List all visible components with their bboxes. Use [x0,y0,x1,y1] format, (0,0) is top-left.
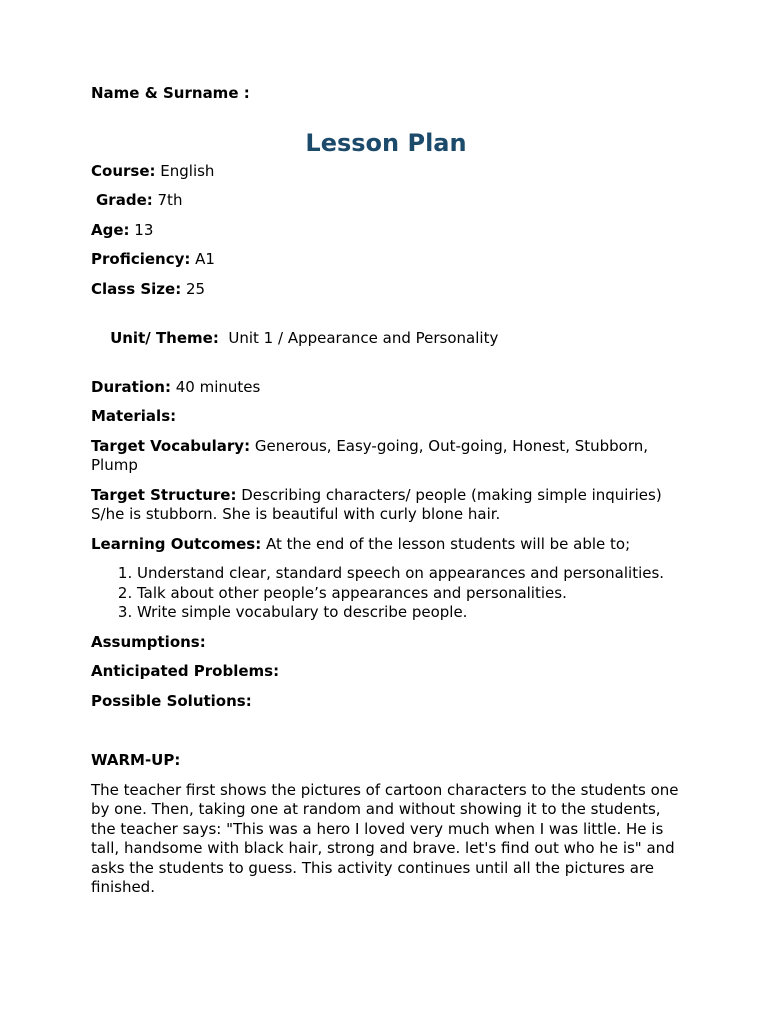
list-item: 2. Talk about other people’s appearances and personalities. [137,584,681,604]
field-age [91,221,681,241]
field-value: 13 [129,220,154,239]
assumptions-label: Assumptions: [91,632,206,651]
name-surname-label: Name & Surname : [91,84,250,102]
list-item: 1. Understand clear, standard speech on appearances and personalities. [137,564,681,584]
field-label: Unit/ Theme: [110,328,219,347]
field-label: Target Vocabulary: [91,436,251,455]
field-label: Target Structure: [91,485,237,504]
field-course [91,162,681,182]
warmup-label: WARM-UP: [91,751,181,769]
field-value: Unit 1 / Appearance and Personality [218,328,499,347]
field-proficiency [91,250,681,270]
field-value: 40 minutes [170,377,261,396]
field-value: English [155,161,215,180]
field-label: Class Size: [91,279,182,298]
field-label: Proficiency: [91,250,191,268]
field-value: Generous, Easy-going, Out-going, Honest, Stubborn, Plump [91,436,649,474]
field-unit-theme [91,309,681,368]
possible-solutions-label: Possible Solutions: [91,691,252,710]
field-label: Grade: [96,191,153,209]
field-target-vocabulary [91,437,681,476]
field-value: 7th [152,191,183,209]
field-value: Describing characters/ people (making simple inquiries) S/he is stubborn. She is beautiful with curly blone hair. [91,485,662,523]
field-grade [91,191,681,211]
field-value: A1 [190,250,215,268]
field-value: At the end of the lesson students will be able to; [261,534,631,553]
field-materials [91,407,681,427]
document-title: Lesson Plan [305,128,467,157]
field-duration [91,378,681,398]
warmup-text: The teacher first shows the pictures of cartoon characters to the students one by one. Then, taking one at random and without showing it to the students, the teacher says: "This was a hero I loved very much when I was little. He is tall, handsome with black hair, strong and brave. let's find out who he is" and asks the students to guess. This activity continues until all the pictures are finished. [91,780,679,896]
field-class-size [91,280,681,300]
field-learning-outcomes [91,535,681,555]
field-label: Duration: [91,377,171,396]
anticipated-problems-label: Anticipated Problems: [91,662,280,680]
field-label: Course: [91,161,156,180]
list-item: 3. Write simple vocabulary to describe people. [137,603,681,623]
field-label: Learning Outcomes: [91,534,262,553]
field-value: 25 [181,279,206,298]
field-label: Materials: [91,407,177,425]
field-label: Age: [91,220,130,239]
learning-outcomes-list [91,564,681,623]
field-target-structure [91,486,681,525]
lesson-plan-page [91,84,681,898]
